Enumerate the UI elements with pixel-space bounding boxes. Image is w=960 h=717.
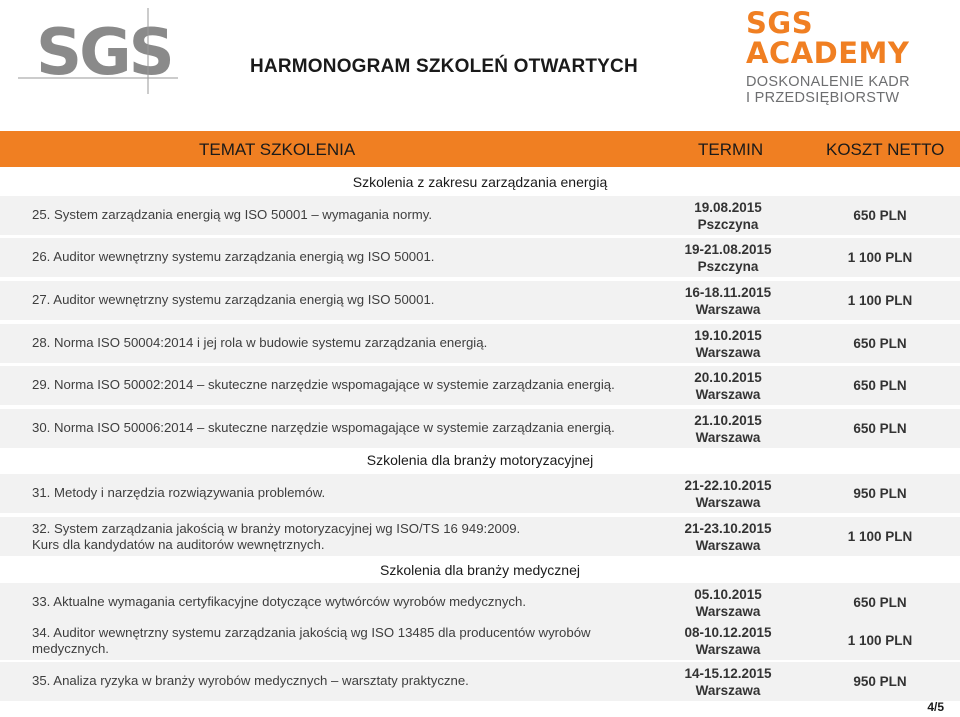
course-title-text: Auditor wewnętrzny systemu zarządzania energią wg ISO 50001. [53,292,435,307]
course-title-line [32,377,615,393]
course-cost: 650 PLN [853,421,907,436]
course-cost: 950 PLN [853,674,907,689]
course-title-text: Norma ISO 50006:2014 – skuteczne narzędzie wspomagające w systemie zarządzania energią. [54,420,615,435]
course-number: 33. [32,594,51,609]
course-title-line [32,420,615,436]
course-title [32,335,487,351]
course-date: 19.08.2015 [694,200,762,215]
academy-tagline-line2: I PRZEDSIĘBIORSTW [746,90,900,106]
academy-logo [746,8,946,106]
course-cost: 650 PLN [853,595,907,610]
course-term [640,665,816,699]
course-date: 21-23.10.2015 [684,521,772,536]
course-title-line: medycznych. [32,641,109,656]
logo-text: SGS [36,16,172,90]
course-number: 35. [32,673,51,688]
course-title-line [32,249,434,265]
course-cost: 950 PLN [853,486,907,501]
course-title-text: Analiza ryzyka w branży wyrobów medycznych – warsztaty praktyczne. [53,673,469,688]
page-number: 4/5 [927,700,944,714]
course-cost: 1 100 PLN [847,250,913,265]
course-title-line [32,292,434,308]
course-title-line: Kurs dla kandydatów na auditorów wewnętrznych. [32,537,325,552]
course-cost: 1 100 PLN [847,293,913,308]
course-city: Warszawa [695,538,761,553]
table-header [0,131,960,167]
course-title [32,249,434,265]
academy-tagline [746,74,946,106]
course-title-line [32,485,325,501]
course-cost: 1 100 PLN [847,529,913,544]
column-header-topic: TEMAT SZKOLENIA [199,140,356,159]
course-title-text: System zarządzania energią wg ISO 50001 – wymagania normy. [54,207,433,222]
course-term [640,520,816,554]
course-title-text: Norma ISO 50002:2014 – skuteczne narzędzie wspomagające w systemie zarządzania energią. [54,377,615,392]
course-term [640,241,816,275]
course-city: Warszawa [695,495,761,510]
page-title: HARMONOGRAM SZKOLEŃ OTWARTYCH [250,56,638,77]
course-number: 27. [32,292,51,307]
course-title [32,292,434,308]
course-number: 28. [32,335,51,350]
course-title-line [32,594,526,610]
column-header-cost: KOSZT NETTO [826,140,945,159]
course-city: Warszawa [695,430,761,445]
course-term [640,284,816,318]
course-title-text: Metody i narzędzia rozwiązywania problemów. [54,485,326,500]
course-number: 26. [32,249,51,264]
course-title-line [32,673,469,689]
course-city: Warszawa [695,387,761,402]
course-date: 21-22.10.2015 [684,478,772,493]
course-title-line [32,207,432,223]
course-date: 20.10.2015 [694,370,762,385]
course-date: 16-18.11.2015 [684,285,772,300]
course-city: Warszawa [695,302,761,317]
course-number: 25. [32,207,51,222]
course-city: Warszawa [695,345,761,360]
course-title-line [32,335,487,351]
course-city: Warszawa [695,642,761,657]
course-title-line [32,521,520,537]
course-term [640,369,816,403]
course-title [32,207,432,223]
course-date: 21.10.2015 [694,413,762,428]
course-term [640,199,816,233]
course-title-text: Norma ISO 50004:2014 i jej rola w budowie systemu zarządzania energią. [54,335,488,350]
course-cost: 1 100 PLN [847,633,913,648]
course-date: 05.10.2015 [694,587,762,602]
course-city: Warszawa [695,604,761,619]
course-title [32,377,615,393]
course-city: Pszczyna [697,217,759,232]
course-cost: 650 PLN [853,336,907,351]
course-date: 08-10.12.2015 [684,625,772,640]
section-title: Szkolenia dla branży motoryzacyjnej [0,450,960,470]
course-cost: 650 PLN [853,208,907,223]
section-title: Szkolenia z zakresu zarządzania energią [0,172,960,192]
course-term [640,412,816,446]
course-title-text: Auditor wewnętrzny systemu zarządzania energią wg ISO 50001. [53,249,435,264]
course-title [32,594,526,610]
course-term [640,586,816,620]
course-city: Pszczyna [697,259,759,274]
course-number: 30. [32,420,51,435]
course-date: 14-15.12.2015 [684,666,772,681]
course-date: 19.10.2015 [694,328,762,343]
course-title [32,673,469,689]
course-title [32,625,591,657]
course-title-text: System zarządzania jakością w branży motoryzacyjnej wg ISO/TS 16 949:2009. [54,521,521,536]
academy-tagline-line1: DOSKONALENIE KADR [746,74,910,90]
academy-name: SGS ACADEMY [746,6,910,70]
sgs-logo [18,8,178,94]
course-number: 31. [32,485,51,500]
section-title: Szkolenia dla branży medycznej [0,560,960,580]
course-title [32,485,325,501]
course-title-line [32,625,591,641]
course-number: 29. [32,377,51,392]
course-term [640,624,816,658]
course-date: 19-21.08.2015 [684,242,772,257]
course-number: 32. [32,521,51,536]
course-cost: 650 PLN [853,378,907,393]
course-term [640,477,816,511]
course-number: 34. [32,625,51,640]
course-term [640,327,816,361]
course-title-text: Aktualne wymagania certyfikacyjne dotyczące wytwórców wyrobów medycznych. [53,594,527,609]
course-title [32,420,615,436]
course-city: Warszawa [695,683,761,698]
course-title-text: Auditor wewnętrzny systemu zarządzania jakością wg ISO 13485 dla producentów wyrobów [53,625,591,640]
column-header-term: TERMIN [698,140,764,159]
course-title [32,521,520,553]
